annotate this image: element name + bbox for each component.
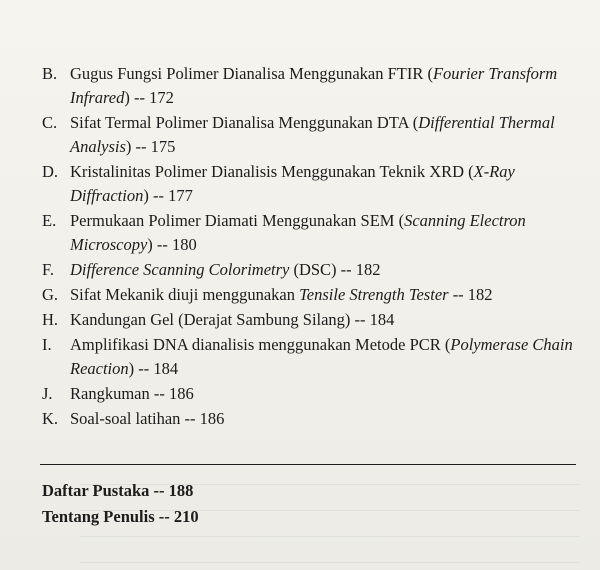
bibliography-entry: Daftar Pustaka -- 188: [42, 481, 194, 500]
toc-entry-letter: F.: [42, 260, 54, 279]
toc-entry-letter: I.: [42, 335, 52, 354]
toc-entry-letter: G.: [42, 285, 59, 304]
toc-entry-title: [70, 308, 580, 332]
toc-entry-text: Kristalinitas Polimer Dianalisis Menggunakan Teknik XRD (: [70, 162, 474, 181]
toc-entry-title: [70, 258, 580, 282]
toc-entry: [42, 308, 580, 332]
toc-entry-text: ) -- 177: [143, 186, 193, 205]
table-of-contents: [42, 62, 580, 432]
toc-entry: [42, 160, 580, 208]
toc-entry-text: Sifat Termal Polimer Dianalisa Menggunakan DTA (: [70, 113, 419, 132]
toc-entry-letter: H.: [42, 310, 59, 329]
toc-entry-letter: D.: [42, 162, 59, 181]
toc-entry-text: Permukaan Polimer Diamati Menggunakan SEM (: [70, 211, 405, 230]
toc-entry-text: -- 182: [448, 285, 493, 304]
toc-entry-letter: E.: [42, 211, 57, 230]
toc-entry-text: Gugus Fungsi Polimer Dianalisa Menggunakan FTIR (: [70, 64, 433, 83]
toc-entry-title: [70, 62, 580, 110]
toc-entry-text: ) -- 184: [128, 359, 179, 378]
toc-entry-title: [70, 382, 580, 406]
toc-entry-title: [70, 333, 580, 381]
toc-entry-title: [70, 160, 580, 208]
toc-entry: [42, 407, 580, 431]
toc-entry-text: ) -- 175: [125, 137, 176, 156]
toc-entry-italic-term: Differential Thermal Analysis: [70, 113, 555, 156]
section-divider: [40, 464, 576, 465]
toc-entry-italic-term: X-Ray Diffraction: [70, 162, 515, 205]
toc-entry-italic-term: Polymerase Chain Reaction: [70, 335, 573, 378]
toc-entry-title: [70, 283, 580, 307]
toc-entry-text: Sifat Mekanik diuji menggunakan: [70, 285, 300, 304]
toc-entry: [42, 209, 580, 257]
toc-entry: [42, 382, 580, 406]
toc-entry-text: Soal-soal latihan -- 186: [70, 409, 225, 428]
toc-entry-italic-term: Fourier Transform Infrared: [70, 64, 558, 107]
toc-entry-letter: K.: [42, 409, 59, 428]
toc-entry-title: [70, 407, 580, 431]
toc-entry-text: Rangkuman -- 186: [70, 384, 194, 403]
toc-entry-letter: B.: [42, 64, 58, 83]
toc-entry-title: [70, 209, 580, 257]
toc-entry-italic-term: Scanning Electron Microscopy: [70, 211, 526, 254]
toc-entry-letter: J.: [42, 384, 53, 403]
toc-entry: [42, 111, 580, 159]
toc-entry: [42, 283, 580, 307]
about-author-entry: Tentang Penulis -- 210: [42, 507, 199, 526]
toc-entry: [42, 333, 580, 381]
toc-entry-text: (DSC) -- 182: [289, 260, 381, 279]
toc-entry-italic-term: Difference Scanning Colorimetry: [70, 260, 290, 279]
toc-entry: [42, 62, 580, 110]
toc-entry-text: Kandungan Gel (Derajat Sambung Silang) -- 184: [70, 310, 395, 329]
toc-entry-italic-term: Tensile Strength Tester: [299, 285, 449, 304]
toc-entry-text: ) -- 180: [147, 235, 197, 254]
toc-entry-title: [70, 111, 580, 159]
toc-entry-text: ) -- 172: [124, 88, 174, 107]
toc-entry-text: Amplifikasi DNA dianalisis menggunakan Metode PCR (: [70, 335, 451, 354]
toc-entry-letter: C.: [42, 113, 58, 132]
toc-entry: [42, 258, 580, 282]
